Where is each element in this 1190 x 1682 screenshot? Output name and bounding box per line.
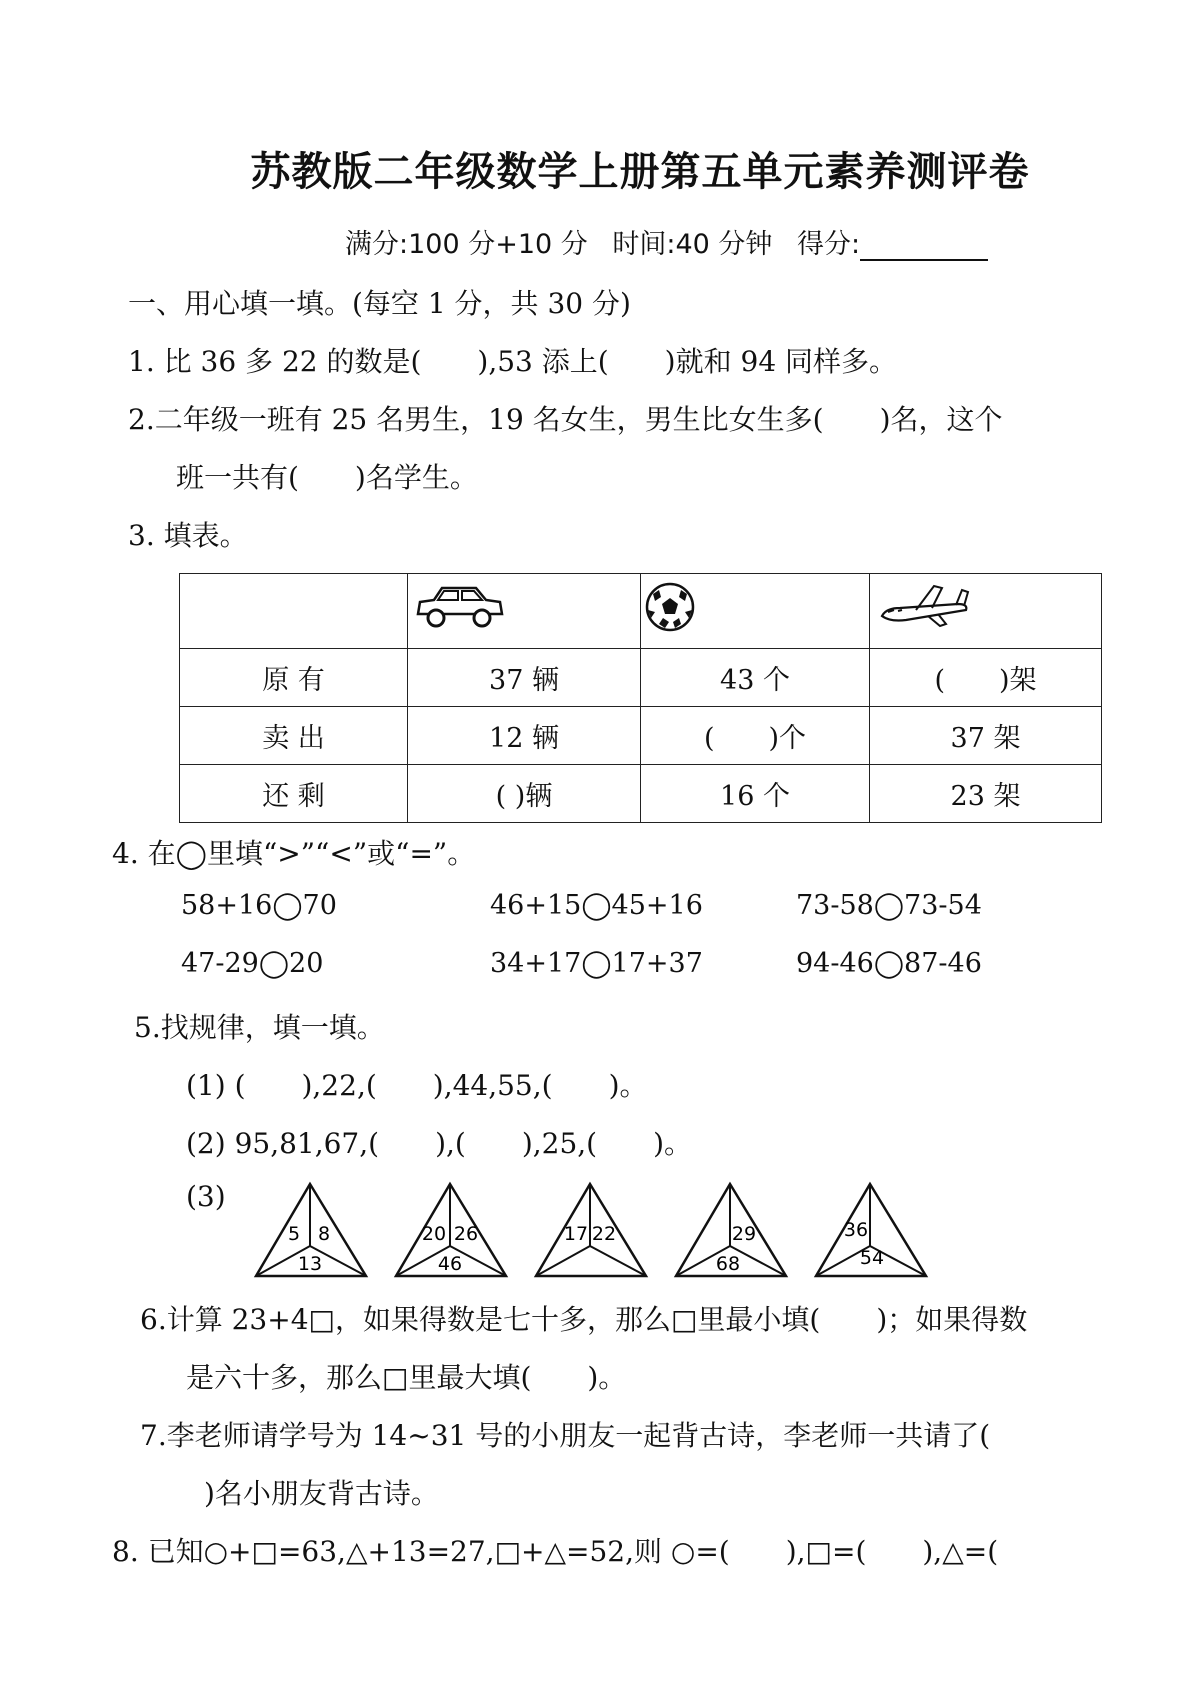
compare-item[interactable]: 34+17◯17+37 [490, 948, 703, 979]
table-row [180, 765, 1102, 823]
question-5-2: (2) 95,81,67,( ),( ),25,( )。 [186, 1127, 693, 1160]
question-2: 2.二年级一班有 25 名男生，19 名女生，男生比女生多( )名，这个 [128, 403, 1003, 436]
triangle-right-number: 26 [453, 1223, 479, 1245]
triangle-bottom-number: 68 [715, 1253, 741, 1275]
car-icon [414, 580, 506, 632]
triangle-puzzle [392, 1180, 510, 1280]
triangle-puzzle[interactable] [532, 1180, 650, 1280]
question-2-cont: 班一共有( )名学生。 [176, 461, 478, 494]
compare-item[interactable]: 73-58◯73-54 [796, 890, 982, 921]
page-title: 苏教版二年级数学上册第五单元素养测评卷 [250, 149, 1030, 195]
question-8: 8. 已知○+□=63,△+13=27,□+△=52,则 ○=( ),□=( ),△=( [112, 1535, 999, 1568]
triangle-right-number: 8 [317, 1223, 331, 1245]
score-label: 得分: [797, 229, 861, 260]
plane-value: 37 架 [870, 707, 1102, 765]
compare-item[interactable]: 47-29◯20 [181, 948, 324, 979]
triangle-right-number: 22 [591, 1223, 617, 1245]
triangle-bottom-number: 46 [437, 1253, 463, 1275]
plane-cell [870, 574, 1102, 649]
question-5-1: (1) ( ),22,( ),44,55,( )。 [186, 1069, 648, 1102]
triangle-left-number: 17 [563, 1223, 589, 1245]
ball-value[interactable]: ( )个 [641, 707, 870, 765]
question-3: 3. 填表。 [128, 519, 248, 552]
car-value[interactable]: ( )辆 [408, 765, 641, 823]
ball-value: 43 个 [641, 649, 870, 707]
car-value: 12 辆 [408, 707, 641, 765]
car-value: 37 辆 [408, 649, 641, 707]
ball-cell [641, 574, 870, 649]
section-heading: 一、用心填一填。(每空 1 分，共 30 分) [128, 287, 631, 320]
question-7-cont: )名小朋友背古诗。 [204, 1477, 439, 1510]
score-blank[interactable] [860, 233, 988, 261]
triangle-puzzle[interactable] [672, 1180, 790, 1280]
table-header-row [180, 574, 1102, 649]
airplane-icon [876, 580, 972, 632]
car-cell [408, 574, 641, 649]
row-label: 卖 出 [180, 707, 408, 765]
triangle-bottom-number: 13 [297, 1253, 323, 1275]
triangle-left-number: 36 [843, 1219, 869, 1241]
time-limit: 时间:40 分钟 [612, 229, 773, 260]
table-row [180, 707, 1102, 765]
plane-value: 23 架 [870, 765, 1102, 823]
row-label: 还 剩 [180, 765, 408, 823]
football-icon [643, 580, 697, 634]
row-label: 原 有 [180, 649, 408, 707]
question-4: 4. 在◯里填“>”“<”或“=”。 [112, 837, 476, 870]
compare-item[interactable]: 58+16◯70 [181, 890, 337, 921]
triangle-left-number: 20 [421, 1223, 447, 1245]
question-6: 6.计算 23+4□，如果得数是七十多，那么□里最小填( )；如果得数 [140, 1303, 1028, 1336]
plane-value[interactable]: ( )架 [870, 649, 1102, 707]
triangle-bottom-number: 54 [859, 1247, 885, 1269]
question-6-cont: 是六十多，那么□里最大填( )。 [186, 1361, 627, 1394]
triangle-right-number: 29 [731, 1223, 757, 1245]
ball-value: 16 个 [641, 765, 870, 823]
triangle-left-number: 5 [287, 1223, 301, 1245]
question-5-3: (3) [186, 1180, 226, 1213]
table-corner [180, 574, 408, 649]
triangle-puzzle [252, 1180, 370, 1280]
triangle-puzzle[interactable] [812, 1180, 930, 1280]
full-score: 满分:100 分+10 分 [345, 229, 588, 260]
table-row [180, 649, 1102, 707]
compare-item[interactable]: 94-46◯87-46 [796, 948, 982, 979]
question-5: 5.找规律，填一填。 [134, 1011, 385, 1044]
compare-item[interactable]: 46+15◯45+16 [490, 890, 703, 921]
exam-info [345, 222, 988, 261]
fill-table [179, 573, 1102, 823]
question-1: 1. 比 36 多 22 的数是( ),53 添上( )就和 94 同样多。 [128, 345, 898, 378]
question-7: 7.李老师请学号为 14~31 号的小朋友一起背古诗，李老师一共请了( [140, 1419, 991, 1452]
